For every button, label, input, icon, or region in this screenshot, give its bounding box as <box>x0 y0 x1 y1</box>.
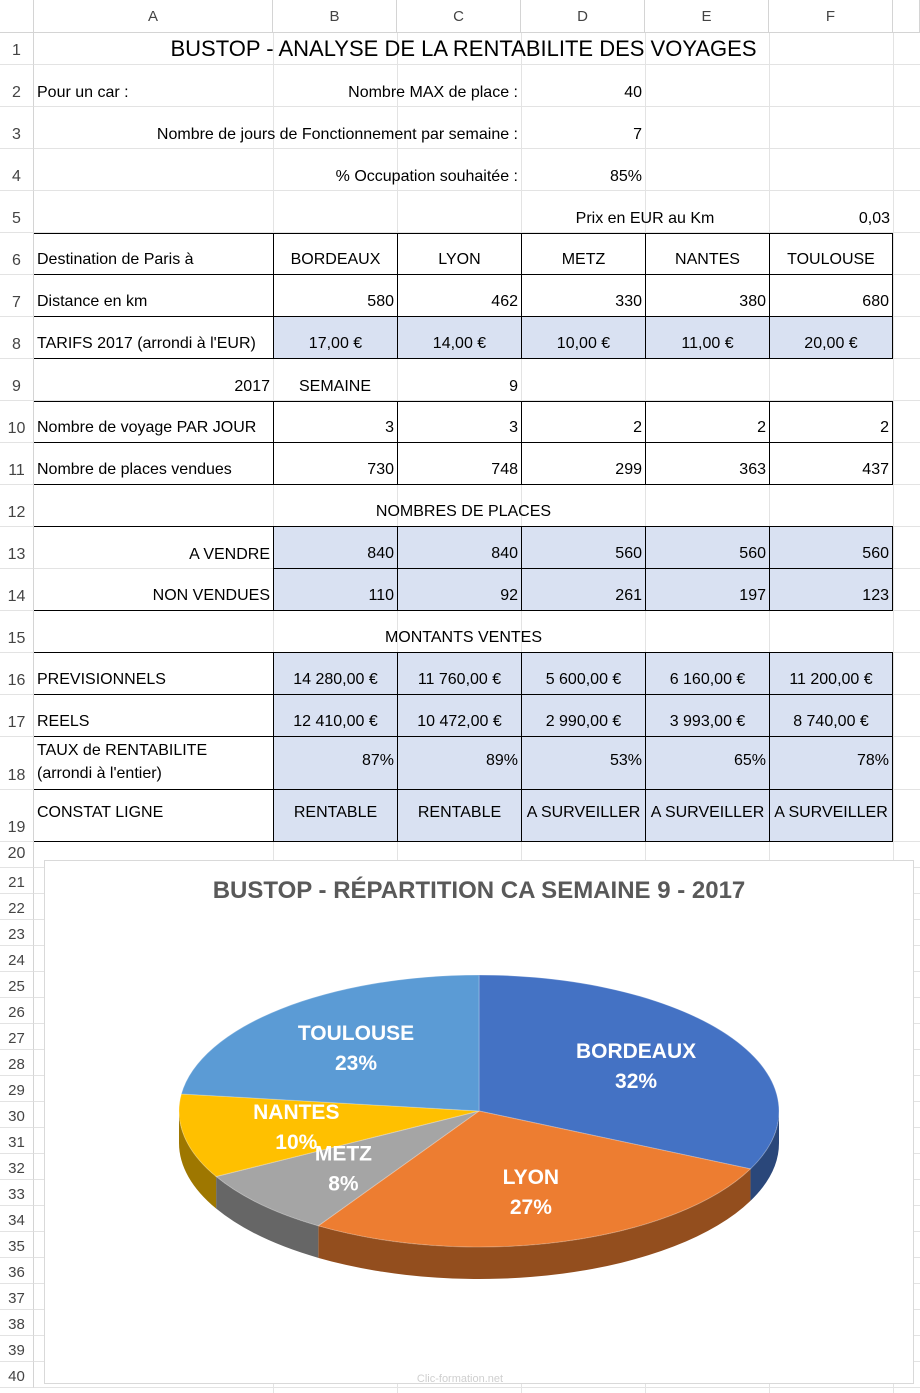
reels-label[interactable]: REELS <box>34 695 273 737</box>
year-label[interactable]: 2017 <box>234 378 270 395</box>
column-header-c[interactable]: C <box>397 0 521 33</box>
a-vendre-lyon[interactable]: 840 <box>397 527 521 569</box>
constat-bordeaux[interactable]: RENTABLE <box>273 790 397 842</box>
row-header-29[interactable]: 29 <box>0 1076 34 1102</box>
nombres-places-header[interactable]: NOMBRES DE PLACES <box>34 485 893 527</box>
select-all-corner[interactable] <box>0 0 34 33</box>
destination-label[interactable]: Destination de Paris à <box>34 233 273 275</box>
non-vendues-nantes[interactable]: 197 <box>645 569 769 611</box>
non-vendues-bordeaux[interactable]: 110 <box>273 569 397 611</box>
a-vendre-bordeaux[interactable]: 840 <box>273 527 397 569</box>
row-header-32[interactable]: 32 <box>0 1154 34 1180</box>
row-header-6[interactable]: 6 <box>0 233 34 275</box>
max-place-label[interactable]: Nombre MAX de place : <box>348 84 518 101</box>
constat-toulouse[interactable]: A SURVEILLER <box>769 790 893 842</box>
reels-bordeaux[interactable]: 12 410,00 € <box>273 695 397 737</box>
reels-lyon[interactable]: 10 472,00 € <box>397 695 521 737</box>
row-header-18[interactable]: 18 <box>0 737 34 790</box>
row-header-20[interactable]: 20 <box>0 842 34 868</box>
pie-value-bordeaux: 32% <box>615 1069 658 1093</box>
row-header-38[interactable]: 38 <box>0 1310 34 1336</box>
destination-bordeaux[interactable]: BORDEAUX <box>273 233 397 275</box>
row-header-28[interactable]: 28 <box>0 1050 34 1076</box>
row-header-35[interactable]: 35 <box>0 1232 34 1258</box>
row-header-27[interactable]: 27 <box>0 1024 34 1050</box>
row-header-34[interactable]: 34 <box>0 1206 34 1232</box>
vendues-nantes[interactable]: 363 <box>645 443 769 485</box>
vendues-toulouse[interactable]: 437 <box>769 443 893 485</box>
vendues-metz[interactable]: 299 <box>521 443 645 485</box>
column-header-filler <box>893 0 920 33</box>
prix-value[interactable]: 0,03 <box>858 210 890 227</box>
vendues-lyon[interactable]: 748 <box>397 443 521 485</box>
row-header-33[interactable]: 33 <box>0 1180 34 1206</box>
occupation-label[interactable]: % Occupation souhaitée : <box>335 168 518 185</box>
pie-value-toulouse: 23% <box>334 1051 378 1075</box>
tarifs-bordeaux[interactable]: 17,00 € <box>273 317 397 359</box>
taux-bordeaux[interactable]: 87% <box>273 737 397 790</box>
vendues-bordeaux[interactable]: 730 <box>273 443 397 485</box>
distances-nantes[interactable]: 380 <box>645 275 769 317</box>
row-header-17[interactable]: 17 <box>0 695 34 737</box>
row-header-4[interactable]: 4 <box>0 149 34 191</box>
pie-chart-plot <box>45 861 913 1383</box>
row-header-21[interactable]: 21 <box>0 868 34 894</box>
row-header-16[interactable]: 16 <box>0 653 34 695</box>
row-header-10[interactable]: 10 <box>0 401 34 443</box>
gridline <box>34 1387 920 1388</box>
tarifs-lyon[interactable]: 14,00 € <box>397 317 521 359</box>
column-header-b[interactable]: B <box>273 0 397 33</box>
destination-nantes[interactable]: NANTES <box>645 233 769 275</box>
non-vendues-label[interactable]: NON VENDUES <box>34 569 273 611</box>
row-header-1[interactable]: 1 <box>0 33 34 65</box>
previsionnels-lyon[interactable]: 11 760,00 € <box>397 653 521 695</box>
jours-value[interactable]: 7 <box>633 126 642 143</box>
distance-label[interactable]: Distance en km <box>34 275 273 317</box>
prix-label[interactable]: Prix en EUR au Km <box>575 210 715 227</box>
a-vendre-nantes[interactable]: 560 <box>645 527 769 569</box>
previsionnels-metz[interactable]: 5 600,00 € <box>521 653 645 695</box>
voyages-lyon[interactable]: 3 <box>397 401 521 443</box>
row-header-31[interactable]: 31 <box>0 1128 34 1154</box>
constat-metz[interactable]: A SURVEILLER <box>521 790 645 842</box>
pie-label-metz: METZ <box>314 1142 372 1166</box>
pie-value-nantes: 10% <box>275 1130 318 1154</box>
watermark: Clic-formation.net <box>416 1373 504 1385</box>
non-vendues-metz[interactable]: 261 <box>521 569 645 611</box>
tarifs-label[interactable]: TARIFS 2017 (arrondi à l'EUR) <box>34 317 273 359</box>
column-header-e[interactable]: E <box>645 0 769 33</box>
pie-chart[interactable] <box>44 860 914 1384</box>
column-header-d[interactable]: D <box>521 0 645 33</box>
jours-label[interactable]: Nombre de jours de Fonctionnement par semaine : <box>156 126 518 143</box>
row-header-15[interactable]: 15 <box>0 611 34 653</box>
pie-label-lyon: LYON <box>502 1165 560 1189</box>
row-header-12[interactable]: 12 <box>0 485 34 527</box>
pie-value-metz: 8% <box>328 1172 359 1196</box>
reels-nantes[interactable]: 3 993,00 € <box>645 695 769 737</box>
row-header-26[interactable]: 26 <box>0 998 34 1024</box>
taux-nantes[interactable]: 65% <box>645 737 769 790</box>
week-value[interactable]: 9 <box>509 378 518 395</box>
row-header-37[interactable]: 37 <box>0 1284 34 1310</box>
distances-lyon[interactable]: 462 <box>397 275 521 317</box>
row-header-23[interactable]: 23 <box>0 920 34 946</box>
row-header-40[interactable]: 40 <box>0 1362 34 1388</box>
row-header-36[interactable]: 36 <box>0 1258 34 1284</box>
previsionnels-bordeaux[interactable]: 14 280,00 € <box>273 653 397 695</box>
tarifs-metz[interactable]: 10,00 € <box>521 317 645 359</box>
max-place-value[interactable]: 40 <box>624 84 642 101</box>
previsionnels-label[interactable]: PREVISIONNELS <box>34 653 273 695</box>
row-header-7[interactable]: 7 <box>0 275 34 317</box>
voyages-metz[interactable]: 2 <box>521 401 645 443</box>
reels-toulouse[interactable]: 8 740,00 € <box>769 695 893 737</box>
taux-toulouse[interactable]: 78% <box>769 737 893 790</box>
voyages-bordeaux[interactable]: 3 <box>273 401 397 443</box>
pour-un-car-label[interactable]: Pour un car : <box>37 84 129 101</box>
distances-bordeaux[interactable]: 580 <box>273 275 397 317</box>
row-header-19[interactable]: 19 <box>0 790 34 842</box>
chart-title: BUSTOP - RÉPARTITION CA SEMAINE 9 - 2017 <box>212 877 746 904</box>
constat-nantes[interactable]: A SURVEILLER <box>645 790 769 842</box>
constat-lyon[interactable]: RENTABLE <box>397 790 521 842</box>
occupation-value[interactable]: 85% <box>609 168 642 185</box>
row-header-25[interactable]: 25 <box>0 972 34 998</box>
row-header-8[interactable]: 8 <box>0 317 34 359</box>
row-header-39[interactable]: 39 <box>0 1336 34 1362</box>
distances-metz[interactable]: 330 <box>521 275 645 317</box>
a-vendre-label[interactable]: A VENDRE <box>189 546 270 563</box>
row-header-22[interactable]: 22 <box>0 894 34 920</box>
non-vendues-lyon[interactable]: 92 <box>397 569 521 611</box>
tarifs-nantes[interactable]: 11,00 € <box>645 317 769 359</box>
pie-label-nantes: NANTES <box>253 1100 340 1124</box>
taux-metz[interactable]: 53% <box>521 737 645 790</box>
column-header-f[interactable]: F <box>769 0 893 33</box>
montants-header[interactable]: MONTANTS VENTES <box>34 611 893 653</box>
taux-label-line-2: (arrondi à l'entier) <box>37 764 162 782</box>
column-header-a[interactable]: A <box>34 0 273 33</box>
row-header-24[interactable]: 24 <box>0 946 34 972</box>
pie-label-bordeaux: BORDEAUX <box>575 1039 697 1063</box>
destination-toulouse[interactable]: TOULOUSE <box>769 233 893 275</box>
row-header-2[interactable]: 2 <box>0 65 34 107</box>
voyages-nantes[interactable]: 2 <box>645 401 769 443</box>
taux-lyon[interactable]: 89% <box>397 737 521 790</box>
row-header-5[interactable]: 5 <box>0 191 34 233</box>
a-vendre-metz[interactable]: 560 <box>521 527 645 569</box>
reels-metz[interactable]: 2 990,00 € <box>521 695 645 737</box>
constat-label[interactable]: CONSTAT LIGNE <box>34 790 273 842</box>
pie-value-lyon: 27% <box>509 1195 552 1219</box>
voyages-toulouse[interactable]: 2 <box>769 401 893 443</box>
distances-toulouse[interactable]: 680 <box>769 275 893 317</box>
destination-metz[interactable]: METZ <box>521 233 645 275</box>
row-header-11[interactable]: 11 <box>0 443 34 485</box>
sheet-title[interactable]: BUSTOP - ANALYSE DE LA RENTABILITE DES VOYAGES <box>170 36 757 61</box>
vendues-label[interactable]: Nombre de places vendues <box>34 443 273 485</box>
pie-label-toulouse: TOULOUSE <box>297 1021 415 1045</box>
destination-lyon[interactable]: LYON <box>397 233 521 275</box>
non-vendues-toulouse[interactable]: 123 <box>769 569 893 611</box>
row-header-3[interactable]: 3 <box>0 107 34 149</box>
voyages-label[interactable]: Nombre de voyage PAR JOUR <box>34 401 273 443</box>
tarifs-toulouse[interactable]: 20,00 € <box>769 317 893 359</box>
taux-label[interactable] <box>34 737 273 790</box>
a-vendre-toulouse[interactable]: 560 <box>769 527 893 569</box>
previsionnels-toulouse[interactable]: 11 200,00 € <box>769 653 893 695</box>
row-header-30[interactable]: 30 <box>0 1102 34 1128</box>
semaine-label[interactable]: SEMAINE <box>298 378 371 395</box>
row-header-9[interactable]: 9 <box>0 359 34 401</box>
taux-label-line-1: TAUX de RENTABILITE <box>37 741 208 759</box>
previsionnels-nantes[interactable]: 6 160,00 € <box>645 653 769 695</box>
row-header-14[interactable]: 14 <box>0 569 34 611</box>
row-header-13[interactable]: 13 <box>0 527 34 569</box>
